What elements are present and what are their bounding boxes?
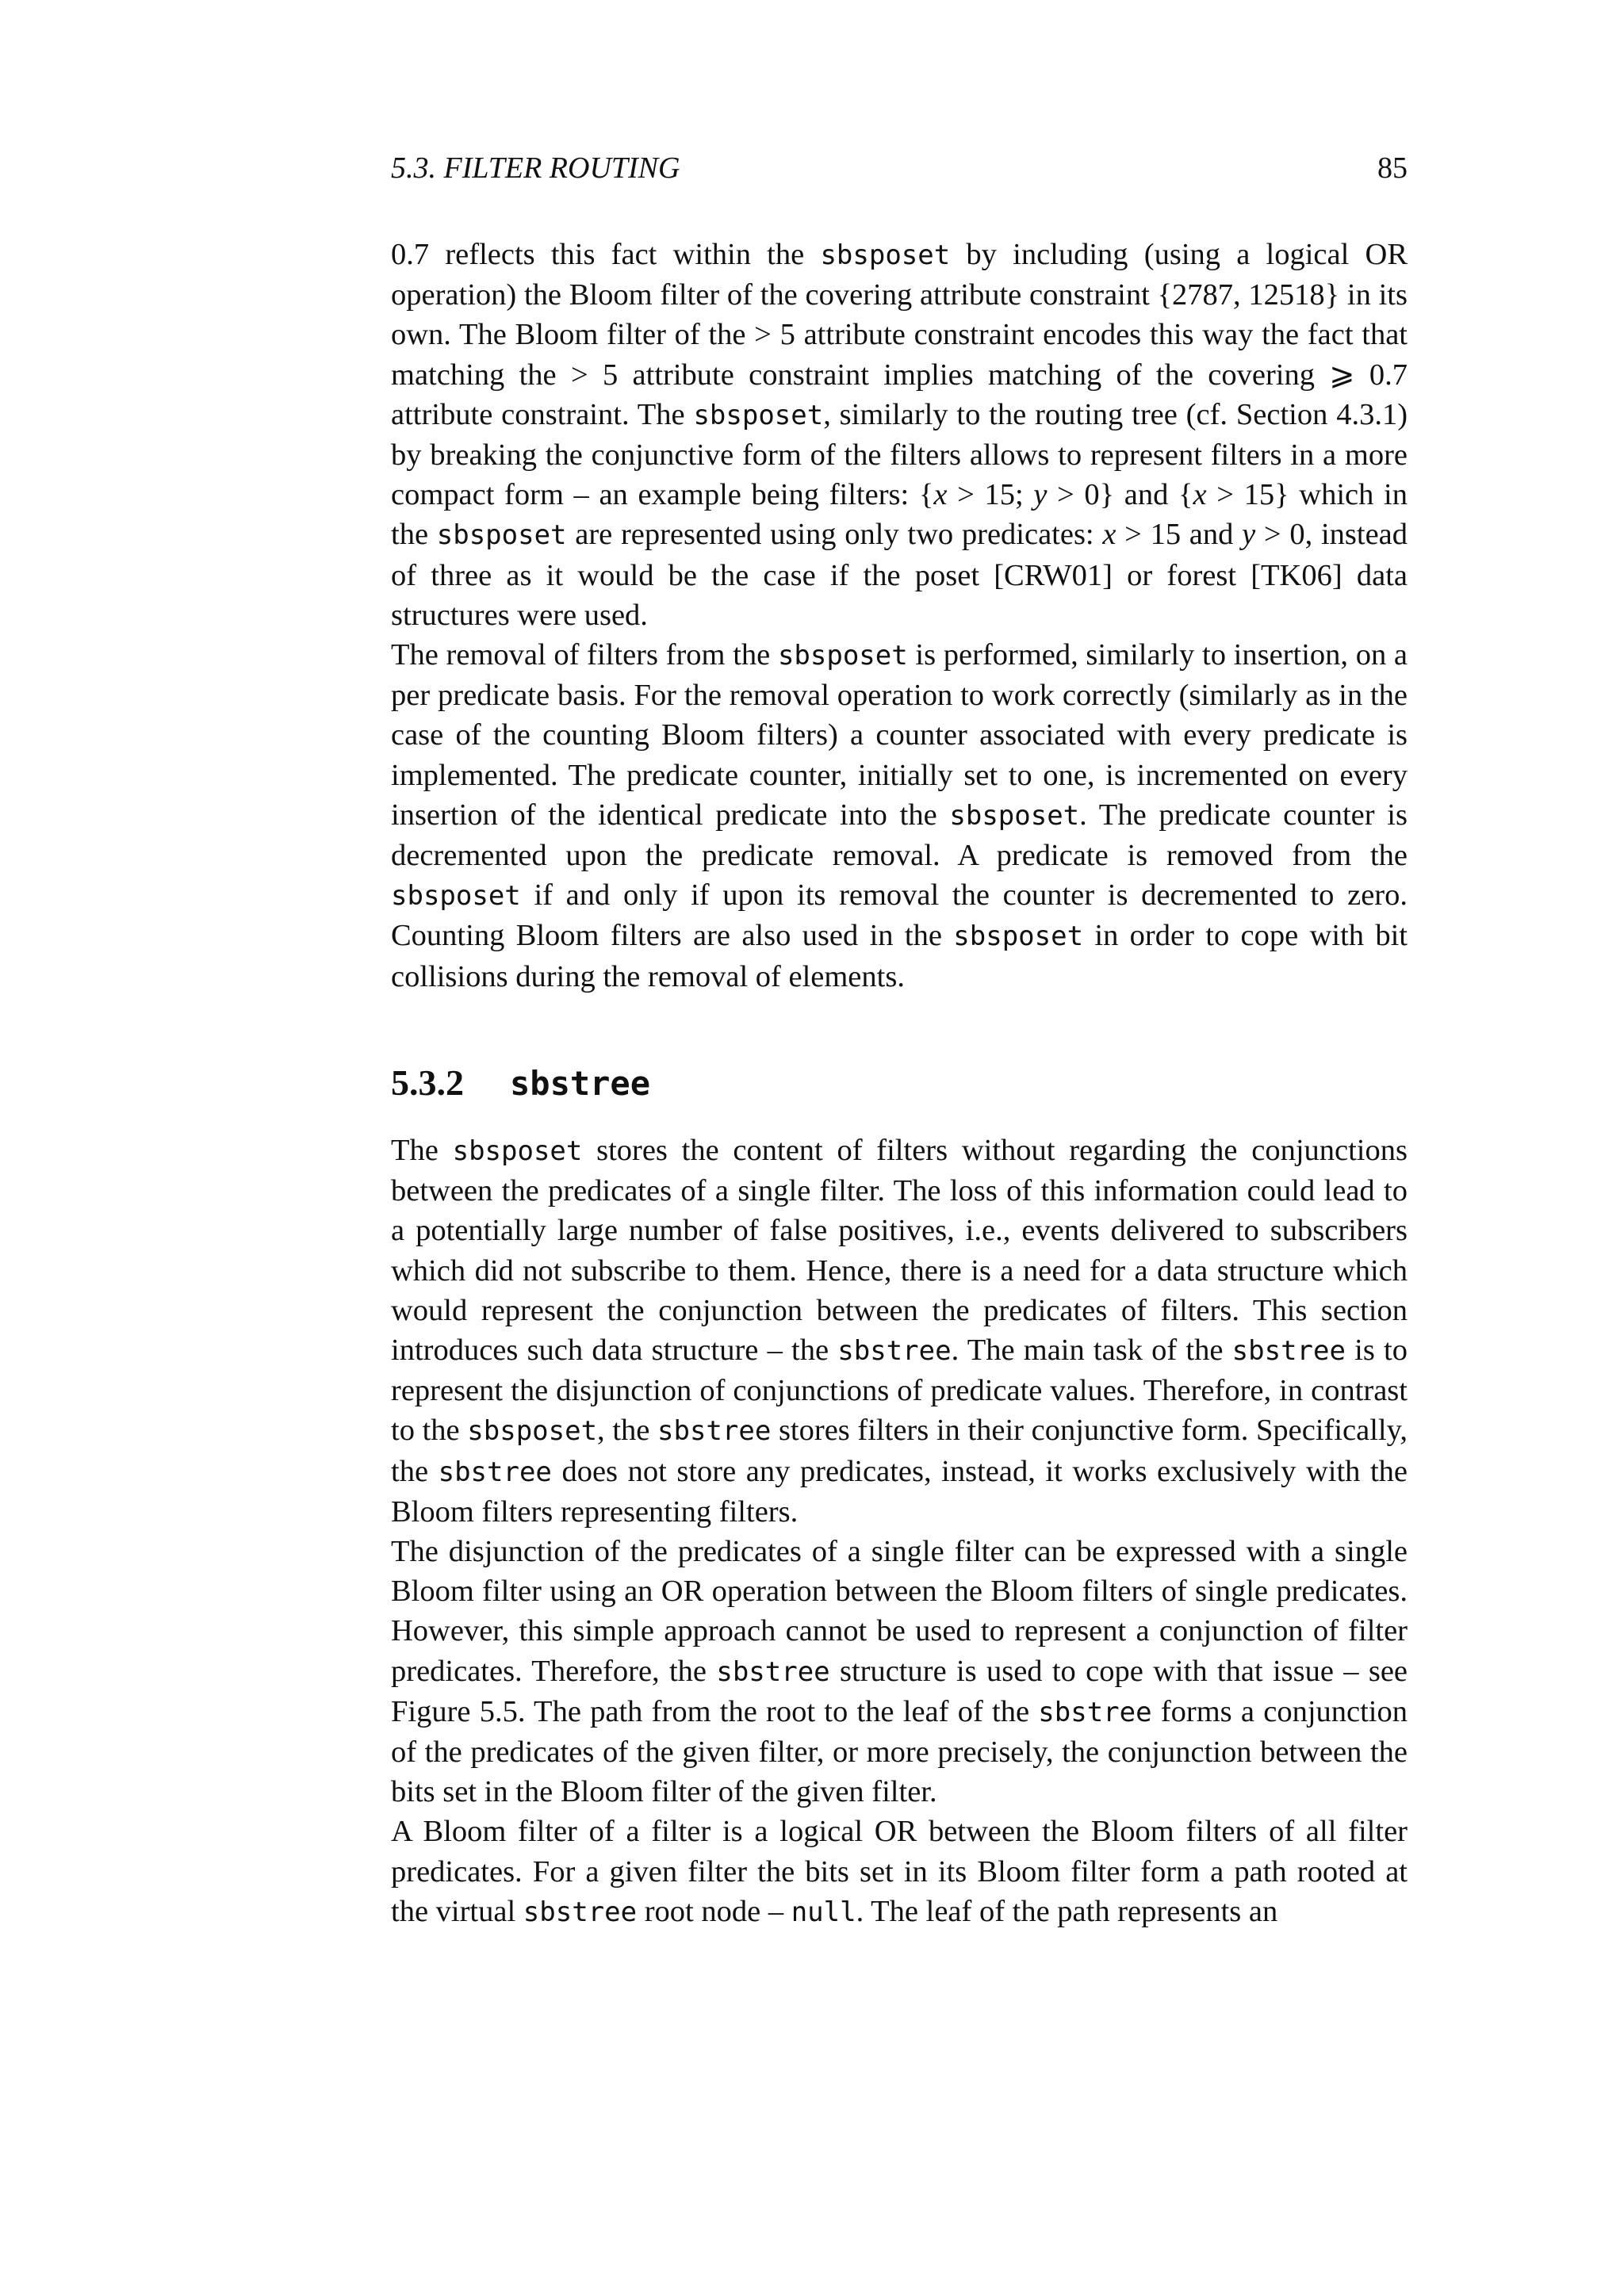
section-number: 5.3.2 xyxy=(391,1062,464,1103)
code-term: sbstree xyxy=(1231,1335,1346,1368)
code-term: sbstree xyxy=(1038,1696,1152,1728)
running-head xyxy=(391,147,1408,189)
paragraph-3: The sbsposet stores the content of filters without regarding the conjunctions between the predicates of a single filter. The loss of this information could lead to a potentially large number of false positives, i.e., events delivered to subscribers which did not subscribe to them. Hence, there is a need for a data structure which would represent the conjunction between the predicates of filters. This section introduces such data structure – the sbstree. The main task of the sbstree is to represent the disjunction of conjunctions of predicate values. Therefore, in contrast to the sbsposet, the sbstree stores filters in their conjunctive form. Specifically, the sbstree does not store any predicates, instead, it works exclusively with the Bloom filters representing filters. xyxy=(391,1134,1408,1529)
code-term: sbsposet xyxy=(452,1135,583,1167)
code-term: sbsposet xyxy=(777,640,908,672)
math-variable: y xyxy=(1033,478,1048,512)
code-term: sbsposet xyxy=(391,880,521,913)
code-term: sbstree xyxy=(837,1335,952,1368)
code-term: null xyxy=(791,1896,856,1928)
page-number: 85 xyxy=(1377,151,1408,185)
paragraph-1: 0.7 reflects this fact within the sbsposet by including (using a logical OR operation) the Bloom filter of the covering attribute constraint {2787, 12518} in its own. The Bloom filter of the > 5 attribute constraint encodes this way the fact that matching the > 5 attribute constraint implies matching of the covering ⩾ 0.7 attribute constraint. The sbsposet, similarly to the routing tree (cf. Section 4.3.1) by breaking the conjunctive form of the filters allows to represent filters in a more compact form – an example being filters: {x > 15; y > 0} and {x > 15} which in the sbsposet are represented using only two predicates: x > 15 and y > 0, instead of three as it would be the case if the poset [CRW01] or forest [TK06] data structures were used. xyxy=(391,238,1408,632)
math-variable: x xyxy=(933,478,948,512)
running-head-section: 5.3. FILTER ROUTING xyxy=(391,151,680,185)
code-term: sbsposet xyxy=(949,799,1080,832)
paragraph-4: The disjunction of the predicates of a single filter can be expressed with a single Bloom filter using an OR operation between the Bloom filters of single predicates. However, this simple approach cannot be used to represent a conjunction of filter predicates. Therefore, the sbstree structure is used to cope with that issue – see Figure 5.5. The path from the root to the leaf of the sbstree forms a conjunction of the predicates of the given filter, or more precisely, the conjunction between the bits set in the Bloom filter of the given filter. xyxy=(391,1535,1408,1809)
body-text-lower xyxy=(391,1131,1408,1932)
code-term: sbstree xyxy=(523,1896,638,1928)
math-variable: y xyxy=(1242,518,1256,552)
math-variable: x xyxy=(1102,518,1116,552)
body-text-upper xyxy=(391,235,1408,997)
code-term: sbsposet xyxy=(436,519,567,552)
code-term: sbsposet xyxy=(820,239,951,271)
code-term: sbsposet xyxy=(467,1415,598,1448)
section-heading xyxy=(391,1059,650,1108)
section-title: sbstree xyxy=(510,1064,651,1103)
code-term: sbstree xyxy=(716,1655,830,1688)
code-term: sbsposet xyxy=(953,920,1084,953)
math-variable: x xyxy=(1193,478,1207,512)
paragraph-2: The removal of filters from the sbsposet is performed, similarly to insertion, on a per predicate basis. For the removal operation to work correctly (similarly as in the case of the counting Bloom filters) a counter associated with every predicate is implemented. The predicate counter, initially set to one, is incremented on every insertion of the identical predicate into the sbsposet. The predicate counter is decremented upon the predicate removal. A predicate is removed from the sbsposet if and only if upon its removal the counter is decremented to zero. Counting Bloom filters are also used in the sbsposet in order to cope with bit collisions during the removal of elements. xyxy=(391,638,1408,993)
code-term: sbstree xyxy=(657,1415,772,1448)
code-term: sbstree xyxy=(438,1456,552,1488)
paragraph-5: A Bloom filter of a filter is a logical OR between the Bloom filters of all filter predicates. For a given filter the bits set in its Bloom filter form a path rooted at the virtual sbstree root node – null. The leaf of the path represents an xyxy=(391,1815,1408,1928)
code-term: sbsposet xyxy=(693,399,824,431)
